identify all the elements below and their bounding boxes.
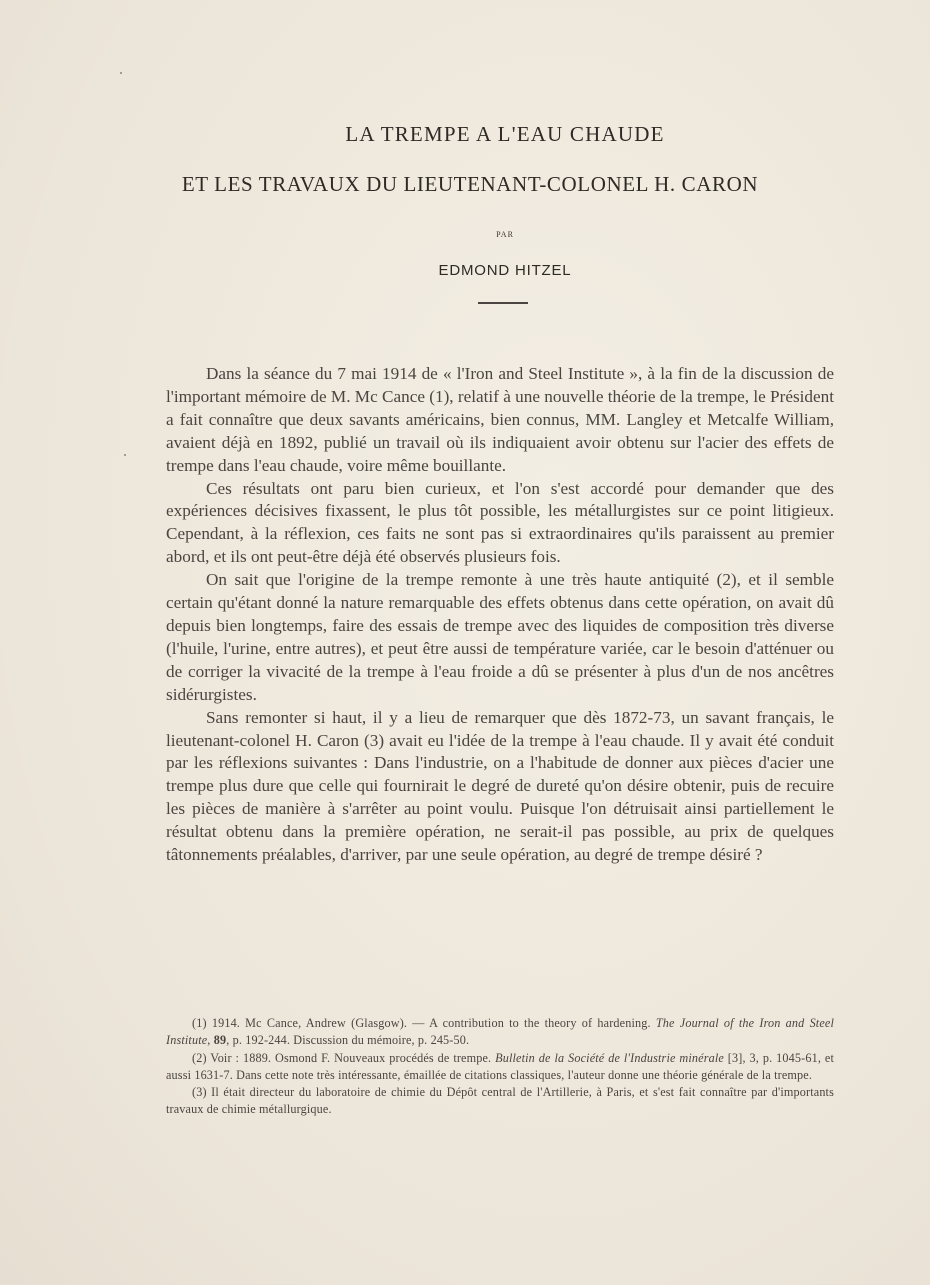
- title-line-2: ET LES TRAVAUX DU LIEUTENANT-COLONEL H. CARON: [181, 172, 759, 196]
- paper-speck: [124, 454, 126, 456]
- author-name: EDMOND HITZEL: [438, 262, 572, 279]
- paragraph: Ces résultats ont paru bien curieux, et l'on s'est accordé pour demander que des expériences décisives fixassent, le plus tôt possible, les métallurgistes sur ce point litigieux. Cependant, à la réflexion, ces faits ne sont pas si extraordinaires qu'ils paraissent au premier abord, et ils ont peut-être déjà été observés plusieurs fois.: [166, 478, 834, 567]
- footnotes: [166, 1015, 834, 1119]
- paragraph: Dans la séance du 7 mai 1914 de « l'Iron and Steel Institute », à la fin de la discussion de l'important mémoire de M. Mc Cance (1), relatif à une nouvelle théorie de la trempe, le Président a fait connaître que deux savants américains, bien connus, MM. Langley et Metcalfe William, avaient déjà en 1892, publié un travail où ils indiquaient avoir obtenu sur l'acier des effets de trempe dans l'eau chaude, voire même bouillante.: [166, 364, 834, 475]
- paragraph: Sans remonter si haut, il y a lieu de remarquer que dès 1872-73, un savant français, le lieutenant-colonel H. Caron (3) avait eu l'idée de la trempe à l'eau chaude. Il y avait été conduit par les réflexions suivantes : Dans l'industrie, on a l'habitude de donner aux pièces d'acier une trempe plus dure que celle qui fournirait le degré de dureté qu'on désire obtenir, puis de recuire les pièces de manière à s'arrêter au point voulu. Puisque l'on détruisait ainsi partiellement le résultat obtenu dans la première opération, ne serait-il pas possible, au prix de quelques tâtonnements préalables, d'arriver, par une seule opération, au degré de trempe désiré ?: [166, 707, 834, 865]
- par-label: PAR: [496, 230, 514, 239]
- paper-speck: [120, 72, 122, 74]
- title-divider: [478, 302, 528, 304]
- article-body: [166, 363, 834, 867]
- title-line-1: LA TREMPE A L'EAU CHAUDE: [345, 122, 665, 146]
- footnote-3: (3) Il était directeur du laboratoire de chimie du Dépôt central de l'Artillerie, à Paris, et s'est fait connaître par d'importants travaux de chimie métallurgique.: [166, 1085, 834, 1117]
- footnote-2: (2) Voir : 1889. Osmond F. Nouveaux procédés de trempe. Bulletin de la Société de l'Industrie minérale [3], 3, p. 1045-61, et aussi 1631-7. Dans cette note très intéressante, émaillée de citations classiques, l'auteur donne une théorie générale de la trempe.: [166, 1050, 834, 1082]
- paragraph: On sait que l'origine de la trempe remonte à une très haute antiquité (2), et il semble certain qu'étant donné la nature remarquable des effets obtenus dans cette opération, on avait dû depuis bien longtemps, faire des essais de trempe avec des liquides de composition très diverse (l'huile, l'urine, entre autres), et peut être aussi de température variée, car le besoin d'atténuer ou de corriger la vivacité de la trempe à l'eau froide a dû se présenter à plus d'un de nos ancêtres sidérurgistes.: [166, 570, 834, 704]
- footnote-1: (1) 1914. Mc Cance, Andrew (Glasgow). — A contribution to the theory of hardening. The Journal of the Iron and Steel Institute, 89, p. 192-244. Discussion du mémoire, p. 245-50.: [166, 1016, 835, 1048]
